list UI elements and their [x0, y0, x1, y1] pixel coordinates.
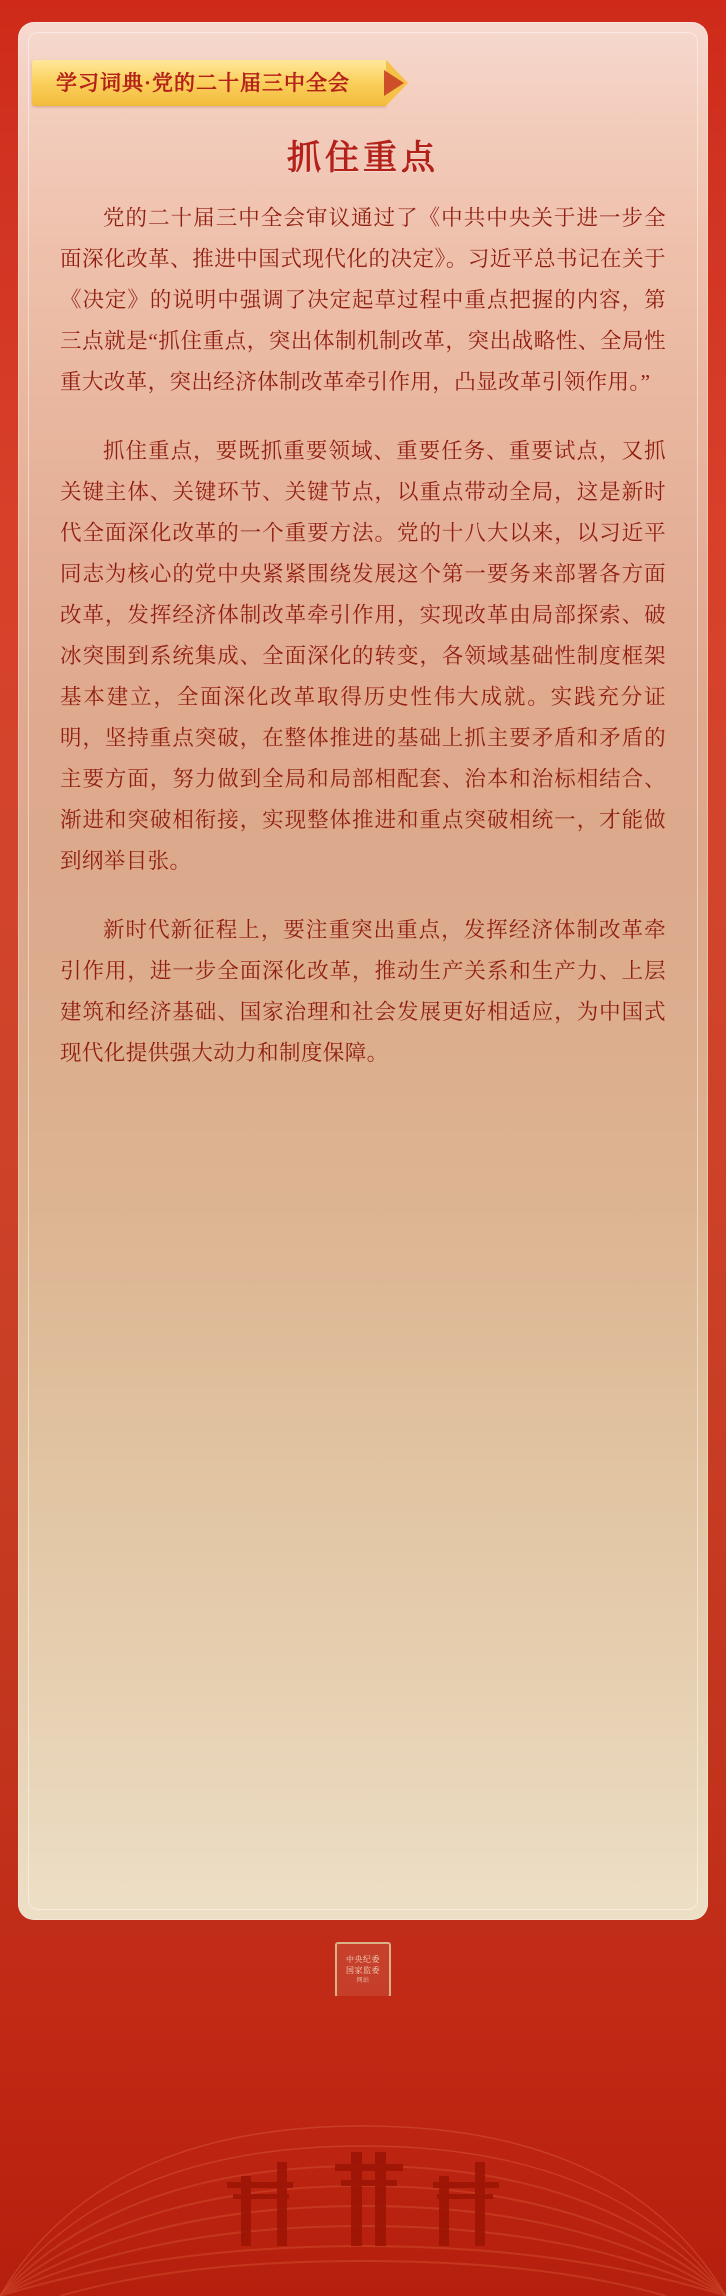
seal-line-1: 中央纪委 — [346, 1955, 380, 1964]
paragraph: 抓住重点，要既抓重要领域、重要任务、重要试点，又抓关键主体、关键环节、关键节点，以重点带动全局，这是新时代全面深化改革的一个重要方法。党的十八大以来，以习近平同志为核心的党中央紧紧围绕发展这个第一要务来部署各方面改革，发挥经济体制改革牵引作用，实现改革由局部探索、破冰突围到系统集成、全面深化的转变，各领域基础性制度框架基本建立，全面深化改革取得历史性伟大成就。实践充分证明，坚持重点突破，在整体推进的基础上抓主要矛盾和矛盾的主要方面，努力做到全局和局部相配套、治本和治标相结合、渐进和突破相衔接，实现整体推进和重点突破相统一，才能做到纲举目张。 — [60, 439, 666, 873]
official-seal — [335, 1942, 391, 1998]
paragraph: 新时代新征程上，要注重突出重点，发挥经济体制改革牵引作用，进一步全面深化改革，推动生产关系和生产力、上层建筑和经济基础、国家治理和社会发展更好相适应，为中国式现代化提供强大动力和制度保障。 — [60, 918, 666, 1065]
banner-tail-icon — [384, 70, 404, 96]
banner-label: 学习词典·党的二十届三中全会 — [56, 71, 351, 95]
series-banner — [32, 60, 398, 106]
page-title: 抓住重点 — [287, 140, 439, 177]
seal-line-3: 网站 — [356, 1978, 370, 1984]
paragraph: 党的二十届三中全会审议通过了《中共中央关于进一步全面深化改革、推进中国式现代化的决定》。习近平总书记在关于《决定》的说明中强调了决定起草过程中重点把握的内容，第三点就是“抓住重点，突出体制机制改革，突出战略性、全局性重大改革，突出经济体制改革牵引作用，凸显改革引领作用。” — [60, 206, 666, 394]
article-body — [60, 198, 666, 1074]
seal-line-2: 国家监委 — [346, 1966, 380, 1975]
article-card — [18, 22, 708, 1920]
tiananmen-ornament-icon — [223, 2142, 503, 2262]
